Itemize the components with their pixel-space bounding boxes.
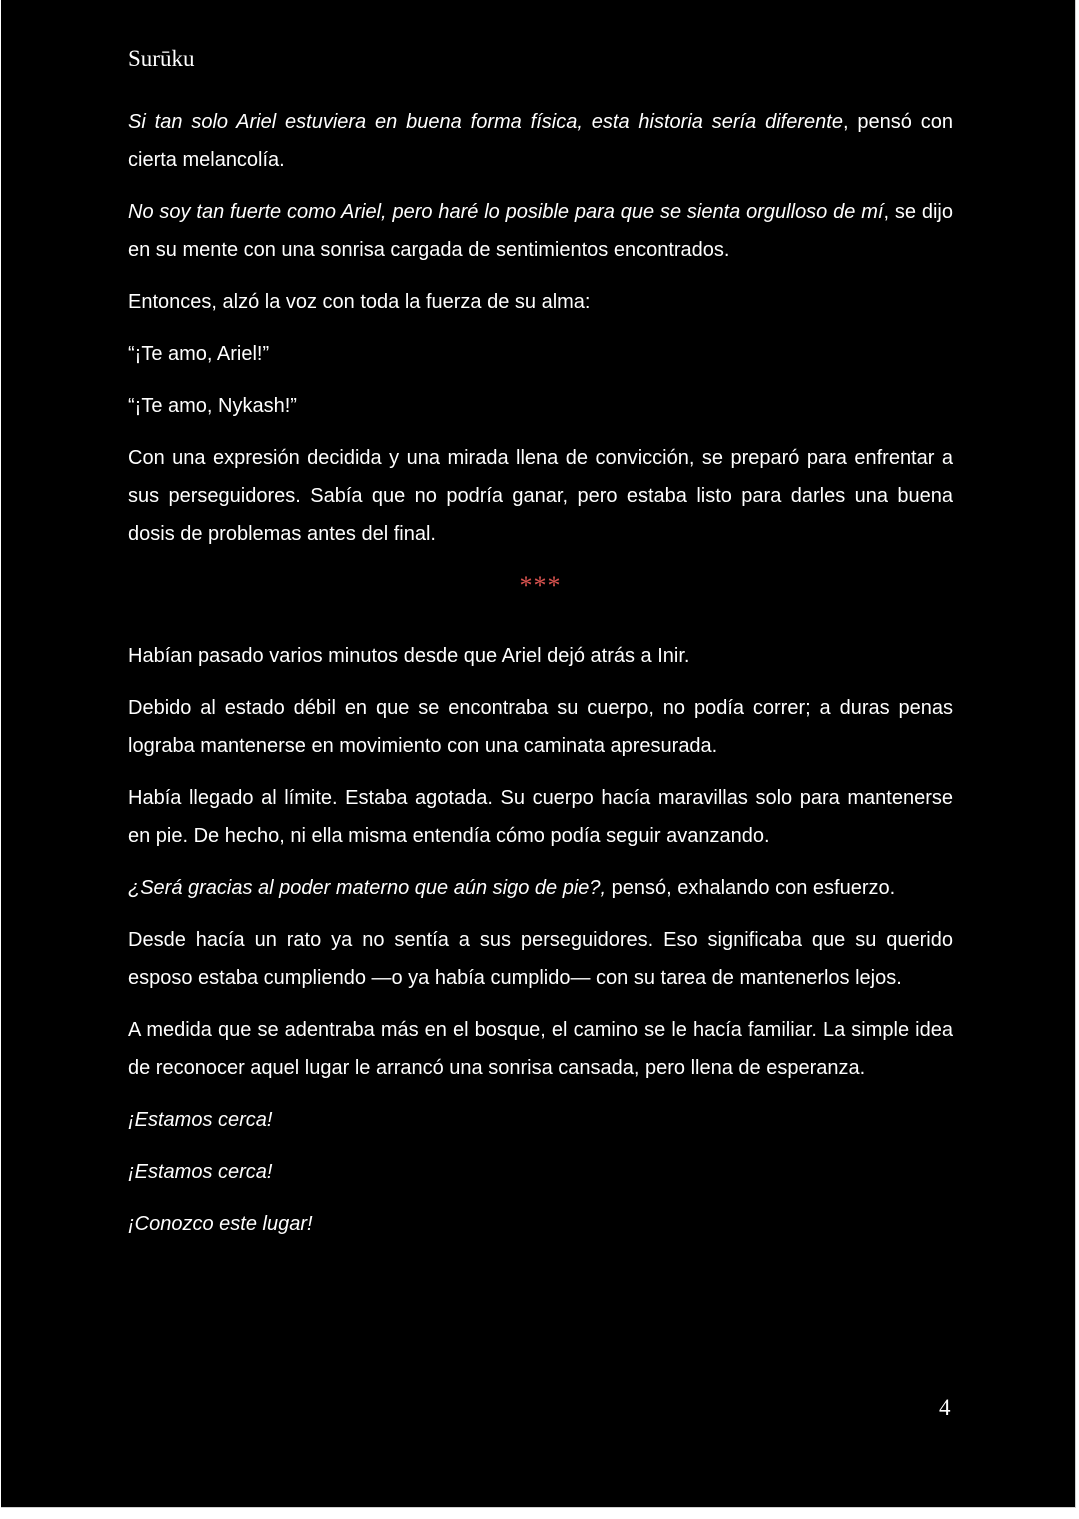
paragraph-12: A medida que se adentraba más en el bosque, el camino se le hacía familiar. La simple idea de reconocer aquel lugar le arrancó una sonrisa cansada, pero llena de esperanza. xyxy=(128,1019,953,1079)
paragraph-2 xyxy=(128,193,953,269)
paragraph-5: “¡Te amo, Nykash!” xyxy=(128,395,297,417)
paragraph-14 xyxy=(128,1153,953,1191)
paragraph-13-thought: ¡Estamos cerca! xyxy=(128,1109,273,1131)
paragraph-9: Había llegado al límite. Estaba agotada. Su cuerpo hacía maravillas solo para mantenerse en pie. De hecho, ni ella misma entendía cómo podía seguir avanzando. xyxy=(128,787,953,847)
paragraph-2-text: , se dijo en su mente con una sonrisa cargada de sentimientos encontrados. xyxy=(128,201,953,261)
paragraph-10-text: pensó, exhalando con esfuerzo. xyxy=(606,877,896,899)
body-text xyxy=(128,103,953,1257)
paragraph-10-thought: ¿Será gracias al poder materno que aún sigo de pie?, xyxy=(128,877,607,899)
paragraph-10 xyxy=(128,869,953,907)
paragraph-1-thought: Si tan solo Ariel estuviera en buena forma física, esta historia sería diferente xyxy=(128,111,843,133)
paragraph-15-thought: ¡Conozco este lugar! xyxy=(128,1213,313,1235)
paragraph-15 xyxy=(128,1205,953,1243)
paragraph-2-thought: No soy tan fuerte como Ariel, pero haré lo posible para que se sienta orgulloso de mí xyxy=(128,201,884,223)
paragraph-1 xyxy=(128,103,953,179)
document-page xyxy=(1,0,1076,1508)
paragraph-3: Entonces, alzó la voz con toda la fuerza de su alma: xyxy=(128,291,591,313)
paragraph-13 xyxy=(128,1101,953,1139)
scene-separator: *** xyxy=(519,571,562,600)
paragraph-11: Desde hacía un rato ya no sentía a sus perseguidores. Eso significaba que su querido esposo estaba cumpliendo —o ya había cumplido— con su tarea de mantenerlos lejos. xyxy=(128,929,953,989)
paragraph-7: Habían pasado varios minutos desde que Ariel dejó atrás a Inir. xyxy=(128,645,690,667)
page-number: 4 xyxy=(939,1395,951,1420)
paragraph-1-text: , pensó con cierta melancolía. xyxy=(128,111,953,171)
running-header: Surūku xyxy=(128,46,195,71)
paragraph-14-thought: ¡Estamos cerca! xyxy=(128,1161,273,1183)
paragraph-8: Debido al estado débil en que se encontraba su cuerpo, no podía correr; a duras penas lograba mantenerse en movimiento con una caminata apresurada. xyxy=(128,697,953,757)
paragraph-6: Con una expresión decidida y una mirada llena de convicción, se preparó para enfrentar a sus perseguidores. Sabía que no podría ganar, pero estaba listo para darles una buena dosis de problemas antes del final. xyxy=(128,447,953,545)
paragraph-4: “¡Te amo, Ariel!” xyxy=(128,343,270,365)
